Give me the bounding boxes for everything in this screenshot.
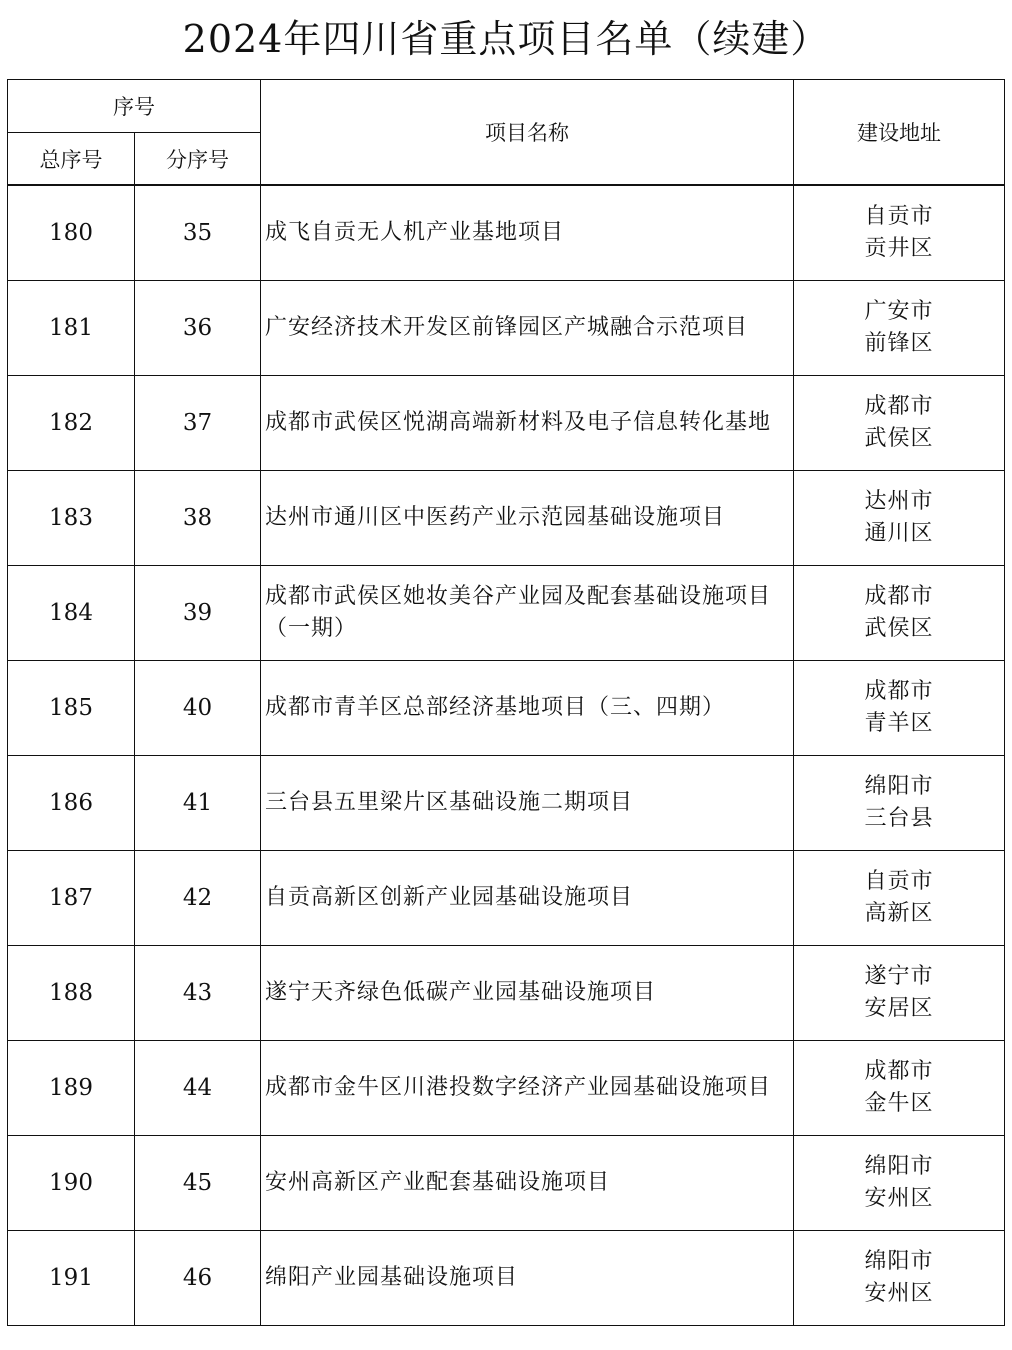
address-district: 金牛区: [864, 1091, 934, 1116]
sub-seq-cell: 36: [135, 281, 261, 376]
project-name-cell: 绵阳产业园基础设施项目: [261, 1231, 794, 1326]
total-seq-cell: 190: [8, 1136, 135, 1231]
address-district: 通川区: [864, 521, 934, 546]
project-name-cell: 达州市通川区中医药产业示范园基础设施项目: [261, 471, 794, 566]
sub-seq-cell: 40: [135, 661, 261, 756]
project-name-cell: 成都市武侯区悦湖高端新材料及电子信息转化基地: [261, 376, 794, 471]
table-row: [8, 471, 1005, 566]
table-row: [8, 1136, 1005, 1231]
address-city: 绵阳市: [864, 1154, 934, 1179]
address-city: 绵阳市: [864, 774, 934, 799]
sub-seq-cell: 43: [135, 946, 261, 1041]
address-district: 高新区: [864, 901, 934, 926]
address-city: 成都市: [864, 1059, 934, 1084]
address-cell: [794, 756, 1005, 851]
total-seq-cell: 183: [8, 471, 135, 566]
total-seq-cell: 181: [8, 281, 135, 376]
address-cell: [794, 851, 1005, 946]
sub-seq-cell: 42: [135, 851, 261, 946]
address-header: 建设地址: [794, 80, 1005, 186]
project-table: [7, 79, 1005, 1326]
address-cell: [794, 471, 1005, 566]
table-header: [8, 80, 1005, 186]
address-district: 青羊区: [864, 711, 934, 736]
table-row: [8, 851, 1005, 946]
address-district: 武侯区: [864, 616, 934, 641]
sub-seq-cell: 37: [135, 376, 261, 471]
total-seq-cell: 184: [8, 566, 135, 661]
project-name-cell: 成都市青羊区总部经济基地项目（三、四期）: [261, 661, 794, 756]
address-city: 广安市: [864, 299, 934, 324]
table-row: [8, 566, 1005, 661]
address-cell: [794, 566, 1005, 661]
project-name-header: 项目名称: [261, 80, 794, 186]
table-row: [8, 376, 1005, 471]
table-row: [8, 281, 1005, 376]
sub-seq-cell: 46: [135, 1231, 261, 1326]
address-cell: [794, 946, 1005, 1041]
seq-group-header: 序号: [8, 80, 261, 133]
project-name-cell: 遂宁天齐绿色低碳产业园基础设施项目: [261, 946, 794, 1041]
total-seq-cell: 182: [8, 376, 135, 471]
total-seq-header: 总序号: [8, 133, 135, 186]
total-seq-cell: 180: [8, 185, 135, 281]
address-cell: [794, 1136, 1005, 1231]
total-seq-cell: 189: [8, 1041, 135, 1136]
table-row: [8, 1041, 1005, 1136]
address-district: 前锋区: [864, 331, 934, 356]
address-city: 成都市: [864, 394, 934, 419]
sub-seq-cell: 35: [135, 185, 261, 281]
page-title: 2024年四川省重点项目名单（续建）: [182, 17, 830, 61]
project-name-cell: 安州高新区产业配套基础设施项目: [261, 1136, 794, 1231]
project-name-cell: 成都市金牛区川港投数字经济产业园基础设施项目: [261, 1041, 794, 1136]
address-city: 自贡市: [864, 869, 934, 894]
address-district: 安居区: [864, 996, 934, 1021]
address-district: 三台县: [864, 806, 934, 831]
address-cell: [794, 281, 1005, 376]
total-seq-cell: 188: [8, 946, 135, 1041]
sub-seq-header: 分序号: [135, 133, 261, 186]
total-seq-cell: 187: [8, 851, 135, 946]
total-seq-cell: 185: [8, 661, 135, 756]
address-city: 达州市: [864, 489, 934, 514]
sub-seq-cell: 44: [135, 1041, 261, 1136]
address-district: 武侯区: [864, 426, 934, 451]
total-seq-cell: 191: [8, 1231, 135, 1326]
address-city: 绵阳市: [864, 1249, 934, 1274]
address-cell: [794, 661, 1005, 756]
address-district: 安州区: [864, 1281, 934, 1306]
address-city: 成都市: [864, 584, 934, 609]
project-name-cell: 成飞自贡无人机产业基地项目: [261, 185, 794, 281]
sub-seq-cell: 38: [135, 471, 261, 566]
sub-seq-cell: 39: [135, 566, 261, 661]
project-name-cell: 成都市武侯区她妆美谷产业园及配套基础设施项目（一期）: [261, 566, 794, 661]
address-cell: [794, 185, 1005, 281]
table-row: [8, 1231, 1005, 1326]
address-cell: [794, 376, 1005, 471]
address-cell: [794, 1041, 1005, 1136]
project-name-cell: 自贡高新区创新产业园基础设施项目: [261, 851, 794, 946]
project-name-cell: 三台县五里梁片区基础设施二期项目: [261, 756, 794, 851]
sub-seq-cell: 45: [135, 1136, 261, 1231]
address-district: 安州区: [864, 1186, 934, 1211]
table-row: [8, 756, 1005, 851]
address-district: 贡井区: [864, 236, 934, 261]
address-city: 自贡市: [864, 204, 934, 229]
table-row: [8, 661, 1005, 756]
address-city: 成都市: [864, 679, 934, 704]
total-seq-cell: 186: [8, 756, 135, 851]
sub-seq-cell: 41: [135, 756, 261, 851]
project-name-cell: 广安经济技术开发区前锋园区产城融合示范项目: [261, 281, 794, 376]
table-row: [8, 946, 1005, 1041]
address-cell: [794, 1231, 1005, 1326]
table-row: [8, 185, 1005, 281]
address-city: 遂宁市: [864, 964, 934, 989]
